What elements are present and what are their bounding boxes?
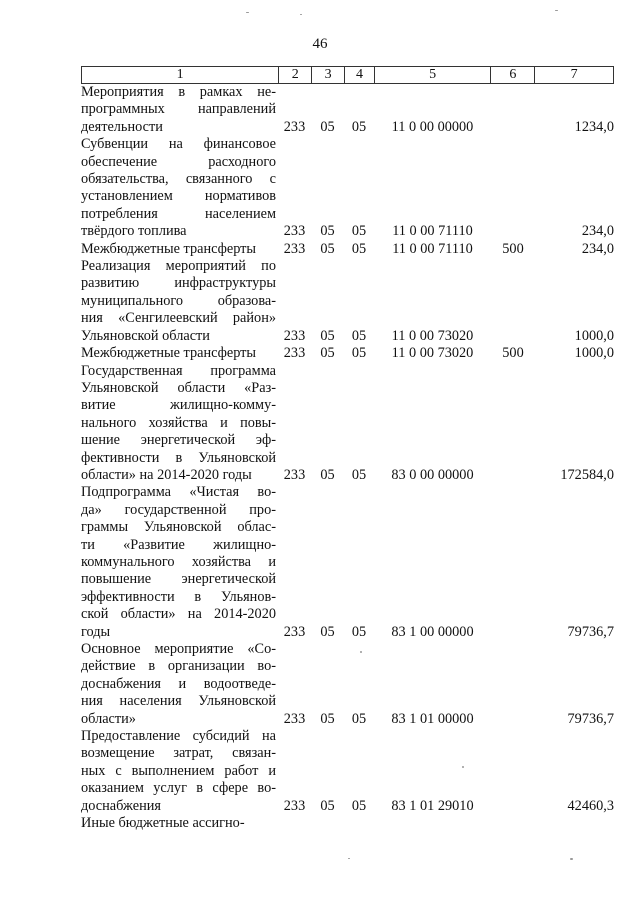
col-admin: 233 xyxy=(283,345,306,362)
table-row xyxy=(81,241,614,258)
row-name-line: витие жилищно-комму- xyxy=(81,397,276,414)
header-col-3: 3 xyxy=(311,67,344,83)
row-name-line: Субвенции на финансовое xyxy=(81,136,276,153)
table-row xyxy=(81,815,614,832)
row-name-line: ской области» на 2014-2020 xyxy=(81,606,276,623)
col-subsection: 05 xyxy=(351,118,367,135)
row-name-line: области» на 2014-2020 годы xyxy=(81,466,252,483)
scan-speck xyxy=(570,858,573,860)
table-row xyxy=(81,641,614,728)
row-name-line: деятельности xyxy=(81,118,163,135)
row-name xyxy=(81,363,278,485)
scan-speck xyxy=(555,10,558,11)
col-admin: 233 xyxy=(283,327,306,344)
col-subsection: 05 xyxy=(351,710,367,727)
table-row xyxy=(81,345,614,362)
table-row xyxy=(81,484,614,641)
scan-speck xyxy=(360,651,362,653)
col-amount: 79736,7 xyxy=(567,710,614,727)
table-row xyxy=(81,84,614,136)
row-name-line: доснабжения xyxy=(81,797,161,814)
row-name-line: Ульяновской области xyxy=(81,327,210,344)
col-amount: 1000,0 xyxy=(574,327,614,344)
row-name-line: доснабжения и водоотведе- xyxy=(81,675,276,692)
col-subsection: 05 xyxy=(351,240,367,257)
col-amount: 234,0 xyxy=(581,223,614,240)
col-section: 05 xyxy=(320,466,335,483)
row-name-line: повышение энергетической xyxy=(81,571,276,588)
col-admin: 233 xyxy=(283,118,306,135)
row-name-line: нального хозяйства и повы- xyxy=(81,414,276,431)
row-name-line: возмещение затрат, связан- xyxy=(81,745,276,762)
col-target-article: 83 1 00 00000 xyxy=(391,623,474,640)
row-name-line: обеспечение расходного xyxy=(81,153,276,170)
col-section: 05 xyxy=(320,327,335,344)
row-name-line: Государственная программа xyxy=(81,362,276,379)
row-name-line: Основное мероприятие «Со- xyxy=(81,641,276,657)
col-target-article: 11 0 00 71110 xyxy=(392,223,473,240)
col-subsection: 05 xyxy=(351,327,367,344)
col-subsection: 05 xyxy=(351,223,367,240)
row-name xyxy=(81,241,278,258)
table-row xyxy=(81,136,614,240)
col-subsection: 05 xyxy=(351,466,367,483)
col-section: 05 xyxy=(320,118,335,135)
col-admin: 233 xyxy=(283,240,306,257)
row-name-line: развитию инфраструктуры xyxy=(81,275,276,292)
col-admin: 233 xyxy=(283,466,306,483)
col-expense-type: 500 xyxy=(502,345,524,362)
row-name-line: Межбюджетные трансферты xyxy=(81,345,257,362)
col-subsection: 05 xyxy=(351,623,367,640)
row-name-line: Межбюджетные трансферты xyxy=(81,240,257,257)
row-name-line: эффективности в Ульянов- xyxy=(81,588,276,605)
row-name-line: Предоставление субсидий на xyxy=(81,728,276,745)
table-row xyxy=(81,363,614,485)
col-section: 05 xyxy=(320,240,335,257)
row-name xyxy=(81,345,278,362)
row-name-line: Мероприятия в рамках не- xyxy=(81,84,276,100)
table-body xyxy=(81,84,614,832)
row-name-line: ния населения Ульяновской xyxy=(81,693,276,710)
col-target-article: 11 0 00 73020 xyxy=(391,345,474,362)
row-name xyxy=(81,484,278,641)
col-amount: 1234,0 xyxy=(574,118,614,135)
row-name-line: обязательства, связанного с xyxy=(81,171,276,188)
col-section: 05 xyxy=(320,223,335,240)
row-name-line: годы xyxy=(81,623,111,640)
table-row xyxy=(81,728,614,815)
col-section: 05 xyxy=(320,710,335,727)
col-target-article: 83 0 00 00000 xyxy=(391,466,474,483)
table-header xyxy=(81,66,614,84)
col-target-article: 11 0 00 71110 xyxy=(392,240,473,257)
col-section: 05 xyxy=(320,797,335,814)
row-name-line: ти «Развитие жилищно- xyxy=(81,536,276,553)
row-name xyxy=(81,258,278,345)
col-admin: 233 xyxy=(283,797,306,814)
scan-speck xyxy=(462,766,464,768)
row-name xyxy=(81,641,278,728)
col-section: 05 xyxy=(320,623,335,640)
page-number: 46 xyxy=(312,36,328,52)
col-admin: 233 xyxy=(283,623,306,640)
header-col-6: 6 xyxy=(490,67,534,83)
col-amount: 42460,3 xyxy=(567,797,614,814)
row-name xyxy=(81,815,278,832)
row-name-line: твёрдого топлива xyxy=(81,223,187,240)
col-section: 05 xyxy=(320,345,335,362)
row-name-line: да» государственной про- xyxy=(81,501,276,518)
col-expense-type: 500 xyxy=(502,240,524,257)
col-target-article: 83 1 01 29010 xyxy=(391,797,474,814)
row-name xyxy=(81,136,278,240)
row-name-line: граммы Ульяновской облас- xyxy=(81,519,276,536)
col-subsection: 05 xyxy=(351,345,367,362)
col-amount: 172584,0 xyxy=(560,466,614,483)
row-name-line: области» xyxy=(81,710,136,727)
col-amount: 79736,7 xyxy=(567,623,614,640)
header-col-1: 1 xyxy=(176,67,184,82)
row-name-line: коммунального хозяйства и xyxy=(81,553,276,570)
row-name-line: Подпрограмма «Чистая во- xyxy=(81,484,276,501)
row-name-line: программных направлений xyxy=(81,101,276,118)
header-col-2: 2 xyxy=(278,67,311,83)
row-name-line: Ульяновской области «Раз- xyxy=(81,379,276,396)
scan-speck xyxy=(246,12,249,13)
row-name-line: шение энергетической эф- xyxy=(81,432,276,449)
row-name-line: ния «Сенгилеевский район» xyxy=(81,310,276,327)
header-col-4: 4 xyxy=(344,67,374,83)
row-name xyxy=(81,728,278,815)
header-col-7: 7 xyxy=(534,67,613,83)
col-target-article: 83 1 01 00000 xyxy=(391,710,474,727)
row-name-line: фективности в Ульяновской xyxy=(81,449,276,466)
col-admin: 233 xyxy=(283,710,306,727)
header-col-5: 5 xyxy=(374,67,491,83)
row-name-line: действие в организации во- xyxy=(81,658,276,675)
row-name-line: установлением нормативов xyxy=(81,188,276,205)
col-target-article: 11 0 00 00000 xyxy=(391,118,474,135)
row-name-line: оказанием услуг в сфере во- xyxy=(81,780,276,797)
row-name-line: Реализация мероприятий по xyxy=(81,258,276,275)
row-name-line: потребления населением xyxy=(81,205,276,222)
row-name-line: ных с выполнением работ и xyxy=(81,762,276,779)
budget-table xyxy=(81,66,614,832)
col-target-article: 11 0 00 73020 xyxy=(391,327,474,344)
scan-speck xyxy=(348,858,350,859)
scan-speck xyxy=(300,14,302,15)
table-row xyxy=(81,258,614,345)
row-name xyxy=(81,84,278,136)
col-subsection: 05 xyxy=(351,797,367,814)
row-name-line: муниципального образова- xyxy=(81,292,276,309)
col-admin: 233 xyxy=(283,223,306,240)
row-name-line: Иные бюджетные ассигно- xyxy=(81,815,245,832)
col-amount: 1000,0 xyxy=(574,345,614,362)
col-amount: 234,0 xyxy=(581,240,614,257)
